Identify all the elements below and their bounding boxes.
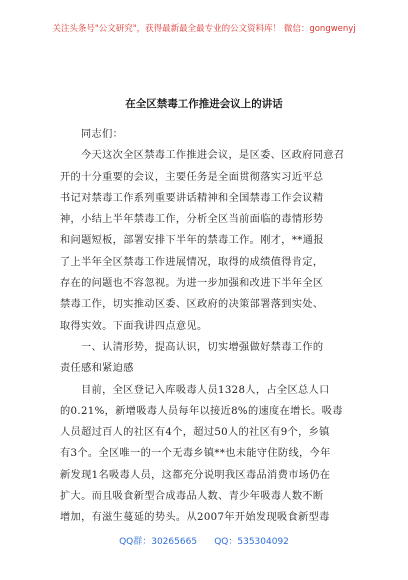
paragraph-line: 责任感和紧迫感 bbox=[60, 363, 134, 375]
paragraph-line: 同志们： bbox=[81, 129, 124, 140]
document-title: 在全区禁毒工作推进会议上的讲话 bbox=[125, 98, 283, 110]
paragraph-line: 的0.21%，新增吸毒人员每年以接近8%的速度在增长。吸毒 bbox=[60, 405, 343, 417]
paragraph-line: 有3个。全区唯一的一个无毒乡镇**也未能守住防线，今年 bbox=[60, 448, 331, 460]
paragraph-line: 取得实效。下面我讲四点意见。 bbox=[60, 320, 208, 332]
paragraph-line: 书记对禁毒工作系列重要讲话精神和全国禁毒工作会议精 bbox=[60, 192, 324, 204]
document-body bbox=[60, 124, 362, 529]
paragraph-line: 目前，全区登记入库吸毒人员1328人，占全区总人口 bbox=[81, 384, 330, 396]
paragraph-line: 新发现1名吸毒人员，这都充分说明我区毒品消费市场仍在 bbox=[60, 469, 331, 481]
paragraph-line: 神，小结上半年禁毒工作，分析全区当前面临的毒情形势 bbox=[60, 214, 324, 226]
paragraph-line: 了上半年全区禁毒工作进展情况，取得的成绩值得肯定， bbox=[60, 256, 324, 268]
paragraph-line: 扩大。而且吸食新型合成毒品人数、青少年吸毒人数不断 bbox=[60, 491, 324, 503]
paragraph-line: 增加，有滋生蔓延的势头。从2007年开始发现吸食新型毒 bbox=[60, 512, 330, 524]
header-banner: 关注头条号"公文研究"，获得最新最全最专业的公文资料库！ 微信：gongwenyj bbox=[52, 24, 356, 34]
paragraph-line: 存在的问题也不容忽视。为进一步加强和改进下半年全区 bbox=[60, 278, 324, 290]
paragraph-line: 开的十分重要的会议，主要任务是全面贯彻落实习近平总 bbox=[60, 171, 324, 183]
footer-contacts: QQ群：30265665 QQ：535304092 bbox=[119, 537, 289, 547]
paragraph-line: 禁毒工作，切实推动区委、区政府的决策部署落到实处、 bbox=[60, 299, 324, 311]
paragraph-line: 人员超过百人的社区有4个，超过50人的社区有9个，乡镇 bbox=[60, 427, 330, 439]
paragraph-line: 和问题短板，部署安排下半年的禁毒工作。刚才，**通报 bbox=[60, 235, 324, 247]
paragraph-line: 今天这次全区禁毒工作推进会议，是区委、区政府同意召 bbox=[81, 150, 345, 162]
paragraph-line: 一、认清形势，提高认识，切实增强做好禁毒工作的 bbox=[81, 341, 324, 353]
